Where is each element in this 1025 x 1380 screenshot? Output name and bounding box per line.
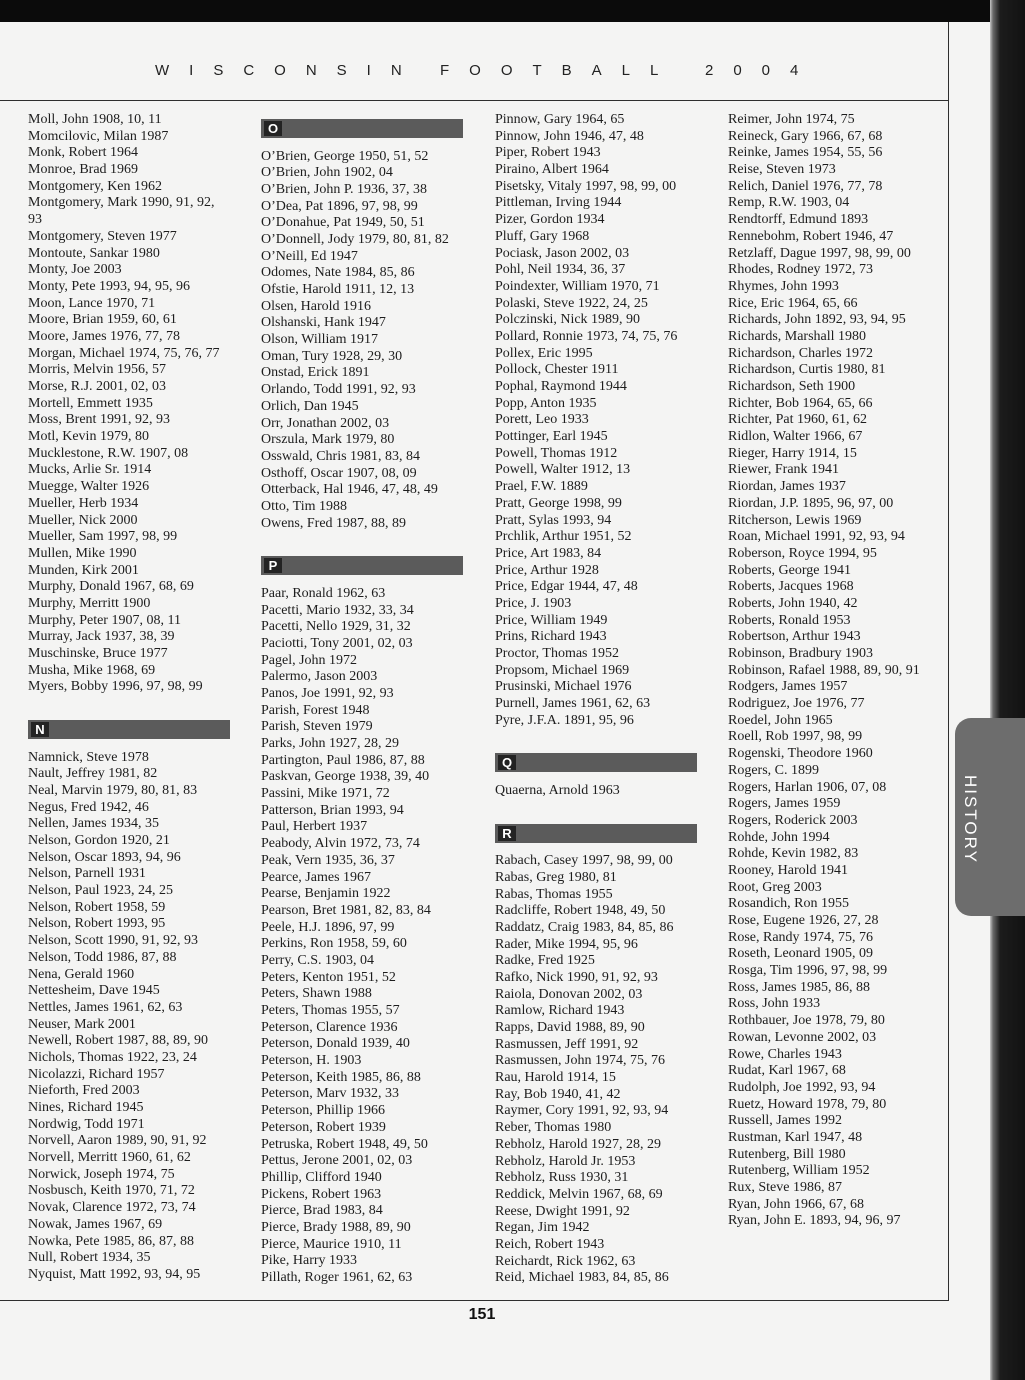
letterwinner-entry: Pittleman, Irving 1944 (495, 195, 622, 211)
letterwinner-entry: Nyquist, Matt 1992, 93, 94, 95 (28, 1266, 201, 1282)
letterwinner-entry: Pagel, John 1972 (261, 652, 358, 668)
letterwinner-entry: Rogenski, Theodore 1960 (728, 746, 873, 762)
letterwinner-entry: Mortell, Emmett 1935 (28, 395, 153, 411)
letterwinner-entry: Prusinski, Michael 1976 (495, 679, 632, 695)
letterwinner-entry: Mucks, Arlie Sr. 1914 (28, 462, 152, 478)
letterwinner-entry: Porett, Leo 1933 (495, 412, 589, 428)
letterwinner-entry: O’Brien, John 1902, 04 (261, 165, 393, 181)
letterwinner-entry: Nellen, James 1934, 35 (28, 816, 160, 832)
letterwinner-entry: Norwick, Joseph 1974, 75 (28, 1166, 175, 1182)
letterwinner-entry: Panos, Joe 1991, 92, 93 (261, 685, 394, 701)
letterwinner-entry: Rasmussen, John 1974, 75, 76 (495, 1053, 665, 1069)
letterwinner-entry: Rabas, Greg 1980, 81 (495, 869, 617, 885)
letterwinner-entry: Orlando, Todd 1991, 92, 93 (261, 382, 416, 398)
letterwinner-entry: Rabas, Thomas 1955 (495, 886, 613, 902)
roster-column-3 (495, 112, 699, 1287)
letterwinner-entry: Robinson, Bradbury 1903 (728, 646, 874, 661)
letterwinner-entry: Ofstie, Harold 1911, 12, 13 (261, 282, 415, 297)
letterwinner-entry: Nettles, James 1961, 62, 63 (28, 999, 183, 1015)
letterwinner-entry: Novak, Clarence 1972, 73, 74 (28, 1200, 196, 1216)
section-letter: R (498, 826, 516, 841)
letterwinner-entry: Richter, Bob 1964, 65, 66 (728, 395, 873, 411)
letterwinner-entry: Pottinger, Earl 1945 (495, 429, 608, 445)
letterwinner-entry: Roan, Michael 1991, 92, 93, 94 (728, 529, 905, 545)
letterwinner-entry: Motl, Kevin 1979, 80 (28, 429, 149, 445)
letterwinner-entry: Otterback, Hal 1946, 47, 48, 49 (261, 482, 438, 498)
section-header-o (261, 119, 463, 138)
letterwinner-entry: Peterson, Phillip 1966 (261, 1103, 386, 1119)
letterwinner-entry: Ritcherson, Lewis 1969 (728, 512, 862, 528)
letterwinner-entry: Reise, Steven 1973 (728, 162, 836, 178)
letterwinner-entry: Raiola, Donovan 2002, 03 (495, 986, 643, 1002)
letterwinner-entry: Rebholz, Harold Jr. 1953 (495, 1153, 636, 1169)
letterwinner-entry: Pinnow, John 1946, 47, 48 (495, 128, 644, 144)
letterwinner-entry: Nelson, Robert 1958, 59 (28, 899, 166, 915)
letterwinner-entry: Riordan, J.P. 1895, 96, 97, 00 (728, 495, 894, 511)
letterwinner-entry: Roberts, Ronald 1953 (728, 612, 851, 628)
letterwinner-entry: Raddatz, Craig 1983, 84, 85, 86 (495, 919, 674, 935)
letterwinner-entry: Ross, John 1933 (728, 996, 821, 1012)
letterwinner-entry: Pollard, Ronnie 1973, 74, 75, 76 (495, 328, 678, 344)
letterwinner-entry: Piper, Robert 1943 (495, 145, 601, 161)
letterwinner-entry: Rutenberg, Bill 1980 (728, 1146, 846, 1162)
letterwinner-entry: Paul, Herbert 1937 (261, 819, 368, 835)
letterwinner-entry: Peterson, Donald 1939, 40 (261, 1036, 410, 1052)
letterwinner-entry: Rennebohm, Robert 1946, 47 (728, 228, 894, 244)
letterwinner-entry: Parks, John 1927, 28, 29 (261, 736, 400, 751)
section-header-p (261, 556, 463, 575)
letterwinner-entry: Richards, John 1892, 93, 94, 95 (728, 312, 906, 328)
letterwinner-entry: Remp, R.W. 1903, 04 (728, 195, 850, 211)
letterwinner-entry: Richardson, Curtis 1980, 81 (728, 362, 886, 378)
letterwinner-entry: Owens, Fred 1987, 88, 89 (261, 515, 407, 531)
letterwinner-entry: Price, Art 1983, 84 (495, 545, 602, 561)
section-letter: N (31, 722, 49, 737)
section-tab-label: HISTORY (961, 775, 980, 864)
letterwinner-entry: Murphy, Donald 1967, 68, 69 (28, 579, 194, 595)
letterwinner-entry: Rendtorff, Edmund 1893 (728, 212, 869, 228)
letterwinner-entry: Neal, Marvin 1979, 80, 81, 83 (28, 782, 198, 798)
letterwinner-entry: Perkins, Ron 1958, 59, 60 (261, 936, 407, 952)
letterwinner-entry: Mueller, Sam 1997, 98, 99 (28, 529, 178, 545)
letterwinner-entry: Otto, Tim 1988 (261, 498, 347, 514)
letterwinner-entry: Roberts, John 1940, 42 (728, 595, 858, 611)
letterwinner-entry: Reinke, James 1954, 55, 56 (728, 145, 883, 161)
letterwinner-entry: Rustman, Karl 1947, 48 (728, 1129, 863, 1145)
letterwinner-entry: Morse, R.J. 2001, 02, 03 (28, 379, 167, 394)
letterwinner-entry: Radcliffe, Robert 1948, 49, 50 (495, 903, 666, 919)
letterwinner-entry: Pillath, Roger 1961, 62, 63 (261, 1270, 413, 1285)
roster-column-4 (728, 112, 932, 1230)
letterwinner-entry: Nelson, Gordon 1920, 21 (28, 833, 170, 848)
section-tab-history[interactable] (955, 718, 1025, 916)
letterwinner-entry: Pierce, Maurice 1910, 11 (261, 1236, 402, 1252)
letterwinner-entry: Piraino, Albert 1964 (495, 162, 609, 178)
letterwinner-entry: Mueller, Nick 2000 (28, 512, 138, 528)
scan-top-border (0, 0, 1025, 22)
letterwinner-entry: Richardson, Seth 1900 (728, 379, 856, 394)
letterwinner-entry: Olson, William 1917 (261, 332, 379, 348)
letterwinner-entry: Nordwig, Todd 1971 (28, 1116, 145, 1132)
letterwinner-entry: Olsen, Harold 1916 (261, 298, 372, 314)
letterwinner-entry: Moore, Brian 1959, 60, 61 (28, 312, 177, 328)
letterwinner-entry: Rodgers, James 1957 (728, 679, 848, 695)
letterwinner-entry: Pyre, J.F.A. 1891, 95, 96 (495, 712, 634, 728)
letterwinner-entry: Rux, Steve 1986, 87 (728, 1180, 842, 1195)
letterwinner-entry: Pluff, Gary 1968 (495, 228, 590, 244)
letterwinner-entry: Murray, Jack 1937, 38, 39 (28, 629, 175, 645)
letterwinner-entry: Riordan, James 1937 (728, 479, 846, 495)
letterwinner-entry: Peak, Vern 1935, 36, 37 (261, 852, 395, 868)
letterwinner-entry: Reichardt, Rick 1962, 63 (495, 1253, 636, 1269)
letterwinner-entry: Moon, Lance 1970, 71 (28, 295, 156, 311)
letterwinner-entry: Pearson, Bret 1981, 82, 83, 84 (261, 902, 431, 918)
letterwinner-entry: Proctor, Thomas 1952 (495, 646, 620, 661)
letterwinner-entry: Price, Arthur 1928 (495, 562, 599, 578)
letterwinner-entry: Nieforth, Fred 2003 (28, 1083, 140, 1099)
letterwinner-entry: Nines, Richard 1945 (28, 1100, 144, 1115)
letterwinner-entry: Palermo, Jason 2003 (261, 669, 378, 685)
letterwinner-entry: Riewer, Frank 1941 (728, 462, 840, 478)
letterwinner-entry: Rowan, Levonne 2002, 03 (728, 1029, 877, 1045)
letterwinner-entry: Muegge, Walter 1926 (28, 479, 150, 495)
letterwinner-entry: Musha, Mike 1968, 69 (28, 662, 156, 678)
letterwinner-entry: Paskvan, George 1938, 39, 40 (261, 769, 430, 785)
running-header-word-football: FOOTBALL (440, 62, 679, 79)
letterwinner-entry: Ryan, John E. 1893, 94, 96, 97 (728, 1213, 901, 1229)
letterwinner-entry: Purnell, James 1961, 62, 63 (495, 696, 651, 712)
letterwinner-entry: Radke, Fred 1925 (495, 953, 595, 969)
letterwinner-entry: Petruska, Robert 1948, 49, 50 (261, 1136, 428, 1152)
letterwinner-entry: Patterson, Brian 1993, 94 (261, 802, 404, 818)
letterwinner-entry: Rader, Mike 1994, 95, 96 (495, 936, 638, 952)
letterwinner-entry: Rogers, James 1959 (728, 796, 841, 812)
letterwinner-entry: Poindexter, William 1970, 71 (495, 278, 660, 294)
letterwinner-entry: Muschinske, Bruce 1977 (28, 646, 168, 661)
letterwinner-entry: Oman, Tury 1928, 29, 30 (261, 348, 403, 364)
letterwinner-entry: Price, J. 1903 (495, 595, 572, 611)
letterwinner-entry: Montgomery, Ken 1962 (28, 178, 163, 194)
letterwinner-entry: Roberts, Jacques 1968 (728, 579, 854, 595)
letterwinner-entry: Peele, H.J. 1896, 97, 99 (261, 919, 395, 935)
letterwinner-entry: Pociask, Jason 2002, 03 (495, 245, 630, 261)
letterwinner-entry: Raymer, Cory 1991, 92, 93, 94 (495, 1103, 669, 1119)
letterwinner-entry: Morgan, Michael 1974, 75, 76, 77 (28, 345, 220, 361)
letterwinner-entry: Powell, Walter 1912, 13 (495, 462, 631, 478)
letterwinner-entry: Pearse, Benjamin 1922 (261, 886, 391, 902)
letterwinner-entry: Pratt, George 1998, 99 (495, 495, 622, 511)
letterwinner-entry: Pierce, Brad 1983, 84 (261, 1203, 383, 1219)
letterwinner-entry: Mucklestone, R.W. 1907, 08 (28, 445, 189, 461)
letterwinner-entry: Pinnow, Gary 1964, 65 (495, 112, 625, 127)
letterwinner-entry: Prins, Richard 1943 (495, 629, 607, 645)
letterwinner-entry: Pollock, Chester 1911 (495, 362, 619, 378)
letterwinner-entry: Retzlaff, Dague 1997, 98, 99, 00 (728, 245, 911, 261)
letterwinner-entry: Pollex, Eric 1995 (495, 345, 593, 361)
letterwinner-entry: Propsom, Michael 1969 (495, 662, 630, 678)
letterwinner-entry: Nowka, Pete 1985, 86, 87, 88 (28, 1233, 195, 1249)
letterwinner-entry: Rhymes, John 1993 (728, 278, 839, 294)
letterwinner-entry: Peters, Shawn 1988 (261, 986, 372, 1002)
letterwinner-entry: Osthoff, Oscar 1907, 08, 09 (261, 465, 417, 481)
letterwinner-entry: Pohl, Neil 1934, 36, 37 (495, 262, 626, 278)
letterwinner-entry: Morris, Melvin 1956, 57 (28, 362, 167, 378)
letterwinner-entry: Murphy, Peter 1907, 08, 11 (28, 612, 181, 628)
letterwinner-entry: Price, Edgar 1944, 47, 48 (495, 579, 638, 595)
letterwinner-entry: Rasmussen, Jeff 1991, 92 (495, 1036, 639, 1052)
letterwinner-entry: Pacetti, Mario 1932, 33, 34 (261, 602, 414, 618)
letterwinner-entry: Pearce, James 1967 (261, 869, 372, 885)
letterwinner-entry: Ray, Bob 1940, 41, 42 (495, 1086, 621, 1102)
letterwinner-entry: Nowak, James 1967, 69 (28, 1216, 163, 1232)
letterwinner-entry: Reineck, Gary 1966, 67, 68 (728, 128, 883, 144)
section-letter: P (264, 558, 282, 573)
letterwinner-entry: Rogers, Roderick 2003 (728, 812, 858, 828)
letterwinner-entry: Russell, James 1992 (728, 1113, 842, 1129)
letterwinner-entry: Quaerna, Arnold 1963 (495, 782, 620, 798)
letterwinner-entry: Pophal, Raymond 1944 (495, 379, 627, 394)
letterwinner-entry: Richards, Marshall 1980 (728, 328, 867, 344)
letterwinner-entry: Perry, C.S. 1903, 04 (261, 952, 375, 968)
letterwinner-entry: Roberson, Royce 1994, 95 (728, 545, 877, 561)
letterwinner-entry: Nena, Gerald 1960 (28, 966, 135, 982)
letterwinner-entry: Popp, Anton 1935 (495, 395, 597, 411)
letterwinner-entry: Munden, Kirk 2001 (28, 562, 139, 578)
letterwinner-entry: Monk, Robert 1964 (28, 145, 139, 161)
letterwinner-entry: Pisetsky, Vitaly 1997, 98, 99, 00 (495, 178, 677, 194)
letterwinner-entry: Moll, John 1908, 10, 11 (28, 112, 162, 127)
letterwinner-entry: Peterson, Robert 1939 (261, 1119, 386, 1135)
letterwinner-entry: Peterson, H. 1903 (261, 1053, 362, 1069)
letterwinner-entry: Ridlon, Walter 1966, 67 (728, 429, 863, 445)
letterwinner-entry: Montgomery, Steven 1977 (28, 228, 177, 244)
letterwinner-entry: Ruetz, Howard 1978, 79, 80 (728, 1096, 887, 1112)
letterwinner-entry: Olshanski, Hank 1947 (261, 315, 386, 331)
letterwinner-entry: O’Dea, Pat 1896, 97, 98, 99 (261, 198, 418, 214)
letterwinner-entry: Peterson, Keith 1985, 86, 88 (261, 1069, 421, 1085)
letterwinner-entry: Price, William 1949 (495, 612, 608, 628)
letterwinner-entry: Reimer, John 1974, 75 (728, 112, 855, 127)
letterwinner-entry: O’Brien, John P. 1936, 37, 38 (261, 181, 428, 197)
letterwinner-entry: Rooney, Harold 1941 (728, 862, 849, 878)
roster-column-2 (261, 119, 465, 1287)
letterwinner-entry: Pettus, Jerone 2001, 02, 03 (261, 1153, 413, 1169)
letterwinner-entry: O’Donahue, Pat 1949, 50, 51 (261, 215, 425, 231)
letterwinner-entry: Pierce, Brady 1988, 89, 90 (261, 1219, 411, 1235)
letterwinner-entry: Richardson, Charles 1972 (728, 345, 874, 361)
letterwinner-entry: Peters, Kenton 1951, 52 (261, 969, 396, 985)
running-header-word-wisconsin: WISCONSIN (155, 62, 422, 79)
letterwinner-entry: Newell, Robert 1987, 88, 89, 90 (28, 1033, 209, 1049)
letterwinner-entry: Pickens, Robert 1963 (261, 1186, 382, 1202)
letterwinner-entry: Roberts, George 1941 (728, 562, 851, 578)
letterwinner-entry: Phillip, Clifford 1940 (261, 1169, 382, 1185)
letterwinner-entry: Reese, Dwight 1991, 92 (495, 1203, 630, 1219)
letterwinner-entry: Nelson, Scott 1990, 91, 92, 93 (28, 933, 198, 949)
letterwinner-entry: Paciotti, Tony 2001, 02, 03 (261, 635, 413, 651)
letterwinner-entry: Monty, Pete 1993, 94, 95, 96 (28, 278, 191, 294)
letterwinner-entry: Rabach, Casey 1997, 98, 99, 00 (495, 853, 673, 869)
letterwinner-entry: Paar, Ronald 1962, 63 (261, 585, 386, 601)
letterwinner-entry: Rebholz, Harold 1927, 28, 29 (495, 1136, 662, 1152)
letterwinner-entry: Roseth, Leonard 1905, 09 (728, 946, 874, 962)
letterwinner-entry: Peterson, Clarence 1936 (261, 1019, 398, 1035)
letterwinner-entry: Negus, Fred 1942, 46 (28, 799, 149, 815)
section-header-q (495, 753, 697, 772)
letterwinner-entry: Norvell, Merritt 1960, 61, 62 (28, 1150, 191, 1166)
letterwinner-entry: Root, Greg 2003 (728, 879, 822, 895)
margin-rule (948, 22, 949, 1301)
letterwinner-entry: Onstad, Erick 1891 (261, 365, 370, 381)
letterwinner-entry: Orszula, Mark 1979, 80 (261, 432, 395, 448)
letterwinner-entry: Orlich, Dan 1945 (261, 398, 359, 414)
running-header-year: 2004 (705, 62, 819, 79)
letterwinner-entry: Null, Robert 1934, 35 (28, 1250, 151, 1266)
letterwinner-entry: Rafko, Nick 1990, 91, 92, 93 (495, 969, 658, 985)
letterwinner-entry: Reber, Thomas 1980 (495, 1120, 612, 1136)
letterwinner-entry: Rapps, David 1988, 89, 90 (495, 1020, 645, 1035)
letterwinner-entry: Roedel, John 1965 (728, 712, 833, 728)
letterwinner-entry: Neuser, Mark 2001 (28, 1016, 136, 1032)
roster-column-1 (28, 112, 232, 1284)
letterwinner-entry: Nichols, Thomas 1922, 23, 24 (28, 1049, 197, 1065)
letterwinner-entry: Rutenberg, William 1952 (728, 1163, 870, 1179)
letterwinner-entry: Nault, Jeffrey 1981, 82 (28, 766, 158, 782)
letterwinner-entry: Richter, Pat 1960, 61, 62 (728, 412, 868, 428)
letterwinner-entry: Rice, Eric 1964, 65, 66 (728, 295, 858, 311)
letterwinner-entry: Rose, Randy 1974, 75, 76 (728, 929, 874, 945)
letterwinner-entry: Rieger, Harry 1914, 15 (728, 445, 857, 461)
letterwinner-entry: Parish, Forest 1948 (261, 702, 370, 718)
letterwinner-entry: Pizer, Gordon 1934 (495, 212, 605, 228)
header-rule (0, 100, 948, 101)
letterwinner-entry: O’Donnell, Jody 1979, 80, 81, 82 (261, 231, 449, 247)
section-letter: O (264, 121, 282, 136)
letterwinner-entry: Ross, James 1985, 86, 88 (728, 979, 870, 995)
letterwinner-entry: Reid, Michael 1983, 84, 85, 86 (495, 1270, 669, 1286)
letterwinner-entry: Rudolph, Joe 1992, 93, 94 (728, 1079, 876, 1095)
letterwinner-entry: Passini, Mike 1971, 72 (261, 786, 390, 802)
letterwinner-entry: O’Neill, Ed 1947 (261, 248, 358, 264)
letterwinner-entry: Reddick, Melvin 1967, 68, 69 (495, 1186, 663, 1202)
letterwinner-entry: Reich, Robert 1943 (495, 1236, 605, 1252)
letterwinner-entry: Namnick, Steve 1978 (28, 749, 149, 765)
letterwinner-entry: Momcilovic, Milan 1987 (28, 128, 169, 144)
letterwinner-entry: Rau, Harold 1914, 15 (495, 1070, 616, 1086)
letterwinner-entry: Rohde, Kevin 1982, 83 (728, 846, 859, 862)
letterwinner-entry: Nelson, Parnell 1931 (28, 866, 146, 882)
section-header-r (495, 824, 697, 843)
letterwinner-entry: Pratt, Sylas 1993, 94 (495, 512, 612, 528)
letterwinner-entry: Rosga, Tim 1996, 97, 98, 99 (728, 963, 888, 979)
letterwinner-entry: Nelson, Robert 1993, 95 (28, 916, 166, 932)
letterwinner-entry: Rogers, C. 1899 (728, 762, 819, 778)
scan-right-border (990, 0, 1025, 1380)
letterwinner-entry: Prael, F.W. 1889 (495, 479, 588, 495)
letterwinner-entry: Powell, Thomas 1912 (495, 445, 618, 461)
letterwinner-entry: Orr, Jonathan 2002, 03 (261, 415, 390, 431)
letterwinner-entry: Rohde, John 1994 (728, 829, 830, 845)
letterwinner-entry: Mullen, Mike 1990 (28, 545, 137, 561)
section-letter: Q (498, 755, 516, 770)
letterwinner-entry: Myers, Bobby 1996, 97, 98, 99 (28, 679, 203, 695)
letterwinner-entry: Robinson, Rafael 1988, 89, 90, 91 (728, 662, 920, 678)
letterwinner-entry: Murphy, Merritt 1900 (28, 595, 151, 611)
letterwinner-entry: Norvell, Aaron 1989, 90, 91, 92 (28, 1133, 207, 1149)
section-header-n (28, 720, 230, 739)
letterwinner-entry: Roell, Rob 1997, 98, 99 (728, 729, 863, 745)
letterwinner-entry: Nelson, Oscar 1893, 94, 96 (28, 849, 181, 865)
letterwinner-entry: O’Brien, George 1950, 51, 52 (261, 148, 429, 164)
letterwinner-entry: Parish, Steven 1979 (261, 719, 373, 735)
letterwinner-entry: Partington, Paul 1986, 87, 88 (261, 752, 425, 768)
letterwinner-entry: Relich, Daniel 1976, 77, 78 (728, 178, 883, 194)
letterwinner-entry: Nettesheim, Dave 1945 (28, 983, 160, 999)
letterwinner-entry: Moore, James 1976, 77, 78 (28, 328, 181, 344)
letterwinner-entry: Polczinski, Nick 1989, 90 (495, 312, 641, 328)
letterwinner-entry: Polaski, Steve 1922, 24, 25 (495, 295, 648, 311)
page-number: 151 (468, 1306, 496, 1323)
letterwinner-entry: Regan, Jim 1942 (495, 1220, 590, 1236)
letterwinner-entry: Nosbusch, Keith 1970, 71, 72 (28, 1183, 195, 1199)
letterwinner-entry: Rhodes, Rodney 1972, 73 (728, 262, 874, 278)
letterwinner-entry: Rose, Eugene 1926, 27, 28 (728, 913, 879, 928)
letterwinner-entry: Rogers, Harlan 1906, 07, 08 (728, 779, 887, 795)
letterwinner-entry: Rothbauer, Joe 1978, 79, 80 (728, 1013, 885, 1029)
letterwinner-entry: Rodriguez, Joe 1976, 77 (728, 696, 865, 712)
letterwinner-entry: Prchlik, Arthur 1951, 52 (495, 529, 632, 545)
letterwinner-entry: Pacetti, Nello 1929, 31, 32 (261, 619, 411, 635)
letterwinner-entry: Moss, Brent 1991, 92, 93 (28, 412, 170, 428)
footer-rule (0, 1300, 949, 1301)
letterwinner-entry: Rosandich, Ron 1955 (728, 896, 849, 912)
letterwinner-entry: Ryan, John 1966, 67, 68 (728, 1196, 864, 1212)
letterwinner-entry: Osswald, Chris 1981, 83, 84 (261, 448, 421, 464)
letterwinner-entry: Peterson, Marv 1932, 33 (261, 1086, 400, 1102)
letterwinner-entry: Mueller, Herb 1934 (28, 495, 139, 511)
letterwinner-entry: Montoute, Sankar 1980 (28, 245, 160, 261)
letterwinner-entry: Peabody, Alvin 1972, 73, 74 (261, 836, 420, 852)
letterwinner-entry: Pike, Harry 1933 (261, 1253, 358, 1269)
letterwinner-entry: Nicolazzi, Richard 1957 (28, 1066, 165, 1082)
letterwinner-entry: Rebholz, Russ 1930, 31 (495, 1170, 629, 1186)
letterwinner-entry: Monty, Joe 2003 (28, 262, 122, 278)
letterwinner-entry: Odomes, Nate 1984, 85, 86 (261, 265, 415, 281)
letterwinner-entry: Rowe, Charles 1943 (728, 1046, 842, 1062)
letterwinner-entry: Robertson, Arthur 1943 (728, 629, 861, 645)
letterwinner-entry: Nelson, Todd 1986, 87, 88 (28, 949, 177, 965)
letterwinner-entry: Ramlow, Richard 1943 (495, 1003, 625, 1019)
letterwinner-entry: Peters, Thomas 1955, 57 (261, 1003, 400, 1018)
letterwinner-entry: Nelson, Paul 1923, 24, 25 (28, 883, 174, 899)
letterwinner-entry: Rudat, Karl 1967, 68 (728, 1063, 846, 1079)
letterwinner-entry: Montgomery, Mark 1990, 91, 92, 93 (28, 195, 215, 228)
letterwinner-entry: Monroe, Brad 1969 (28, 162, 139, 178)
